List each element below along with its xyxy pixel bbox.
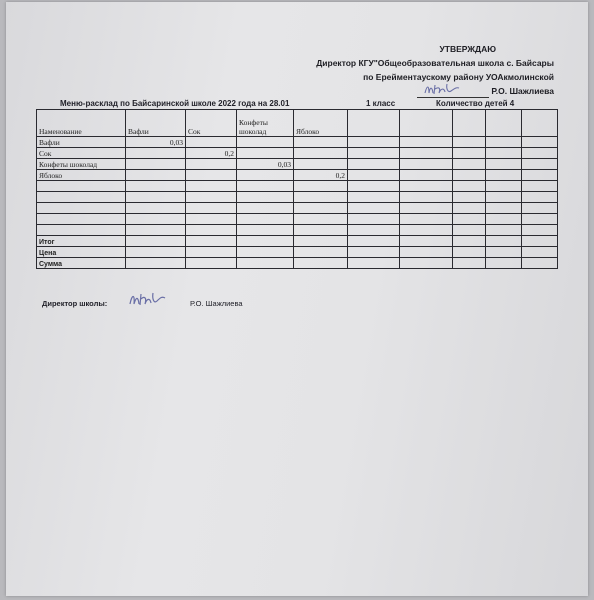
table-cell [126,192,186,203]
table-cell [400,225,453,236]
table-cell [237,192,294,203]
row-label-cell [37,192,126,203]
table-cell [126,236,186,247]
approval-director-line: Директор КГУ"Общеобразовательная школа с. Байсары [316,58,554,68]
table-cell [237,181,294,192]
table-cell [186,214,237,225]
table-cell [486,214,522,225]
table-cell: 0,03 [237,159,294,170]
table-cell [453,247,486,258]
table-cell [400,236,453,247]
table-cell [400,170,453,181]
table-cell [522,247,558,258]
table-cell [126,258,186,269]
menu-table [36,109,558,269]
table-cell [126,214,186,225]
table-cell [237,236,294,247]
table-row [37,159,558,170]
row-label-cell [37,214,126,225]
table-cell [348,137,400,148]
table-cell [522,137,558,148]
table-cell [400,258,453,269]
table-row [37,170,558,181]
children-count: Количество детей 4 [436,99,515,108]
row-label-cell: Вафли [37,137,126,148]
row-label-cell: Сумма [37,258,126,269]
table-cell [522,159,558,170]
approval-signature-line [254,84,554,98]
table-cell [486,192,522,203]
table-cell [186,192,237,203]
table-cell [126,225,186,236]
table-cell [400,159,453,170]
table-cell [126,148,186,159]
table-cell [237,247,294,258]
approval-district-line: по Ерейментаускому району УОАкмолинской [363,72,554,82]
table-cell [294,214,348,225]
table-row [37,137,558,148]
table-cell [400,203,453,214]
table-cell [348,181,400,192]
table-cell [186,236,237,247]
table-cell [186,181,237,192]
approval-director-name: Р.О. Шажлиева [491,86,554,96]
table-cell [348,170,400,181]
row-label-cell: Конфеты шоколад [37,159,126,170]
table-row [37,148,558,159]
table-cell [348,258,400,269]
column-header: Вафли [126,110,186,137]
column-header [486,110,522,137]
table-cell [522,258,558,269]
signature-image [423,81,463,97]
table-cell [486,181,522,192]
column-header: Конфеты шоколад [237,110,294,137]
table-row [37,192,558,203]
table-cell [348,236,400,247]
table-cell [186,137,237,148]
table-cell [522,203,558,214]
table-cell [522,225,558,236]
table-cell [237,137,294,148]
table-row [37,225,558,236]
table-cell [453,170,486,181]
table-cell [453,214,486,225]
table-cell [486,225,522,236]
table-row [37,181,558,192]
table-cell [237,214,294,225]
table-cell [186,247,237,258]
table-cell [486,203,522,214]
table-row [37,247,558,258]
table-cell [186,159,237,170]
table-cell [294,181,348,192]
table-cell [486,137,522,148]
approval-block [254,42,554,98]
column-header: Наменование [37,110,126,137]
column-header: Яблоко [294,110,348,137]
table-cell [486,236,522,247]
column-header [522,110,558,137]
row-label-cell [37,203,126,214]
table-cell [294,225,348,236]
table-cell [453,203,486,214]
table-cell [237,225,294,236]
column-header [400,110,453,137]
table-cell [348,214,400,225]
table-cell [453,258,486,269]
table-cell [294,137,348,148]
table-cell: 0,03 [126,137,186,148]
table-cell [522,236,558,247]
table-cell [486,170,522,181]
table-cell [522,214,558,225]
document-page [6,2,588,596]
signature-underline [417,87,489,98]
table-cell [126,170,186,181]
column-header [453,110,486,137]
table-cell [186,225,237,236]
footer-director-name: Р.О. Шажлиева [190,299,243,308]
row-label-cell [37,181,126,192]
approval-title: УТВЕРЖДАЮ [439,44,496,54]
table-cell [294,148,348,159]
menu-title: Меню-расклад по Байсаринской школе 2022 года на 28.01 [60,99,290,108]
table-cell [186,258,237,269]
table-row [37,214,558,225]
column-header: Сок [186,110,237,137]
table-cell [126,203,186,214]
grade-label: 1 класс [366,99,396,108]
table-cell [237,203,294,214]
table-cell [400,181,453,192]
table-cell [400,192,453,203]
table-cell [348,192,400,203]
table-cell [486,148,522,159]
footer-director-label: Директор школы: [42,299,108,308]
table-cell [400,137,453,148]
table-cell [400,247,453,258]
table-cell [348,203,400,214]
table-cell [294,203,348,214]
column-header [348,110,400,137]
table-cell [186,203,237,214]
table-cell [186,170,237,181]
row-label-cell: Яблоко [37,170,126,181]
table-cell: 0,2 [186,148,237,159]
table-cell [453,148,486,159]
table-row [37,258,558,269]
table-cell [453,192,486,203]
table-cell [486,258,522,269]
table-cell [294,258,348,269]
row-label-cell: Итог [37,236,126,247]
table-cell [294,247,348,258]
table-cell [486,247,522,258]
table-cell [453,159,486,170]
table-cell [348,159,400,170]
table-cell [453,225,486,236]
table-cell [126,181,186,192]
table-cell [486,159,522,170]
table-cell: 0,2 [294,170,348,181]
table-cell [294,236,348,247]
table-cell [400,148,453,159]
table-cell [400,214,453,225]
table-row [37,203,558,214]
table-header-row [37,110,558,137]
footer-signature-image [128,289,168,309]
table-row [37,236,558,247]
table-cell [453,137,486,148]
table-cell [453,236,486,247]
table-cell [237,170,294,181]
table-cell [348,247,400,258]
row-label-cell [37,225,126,236]
table-cell [294,192,348,203]
table-cell [237,258,294,269]
table-cell [294,159,348,170]
table-cell [348,225,400,236]
row-label-cell: Цена [37,247,126,258]
table-cell [522,148,558,159]
table-cell [348,148,400,159]
table-cell [126,159,186,170]
table-cell [522,181,558,192]
table-cell [522,170,558,181]
table-cell [453,181,486,192]
table-cell [237,148,294,159]
table-cell [126,247,186,258]
table-cell [522,192,558,203]
row-label-cell: Сок [37,148,126,159]
